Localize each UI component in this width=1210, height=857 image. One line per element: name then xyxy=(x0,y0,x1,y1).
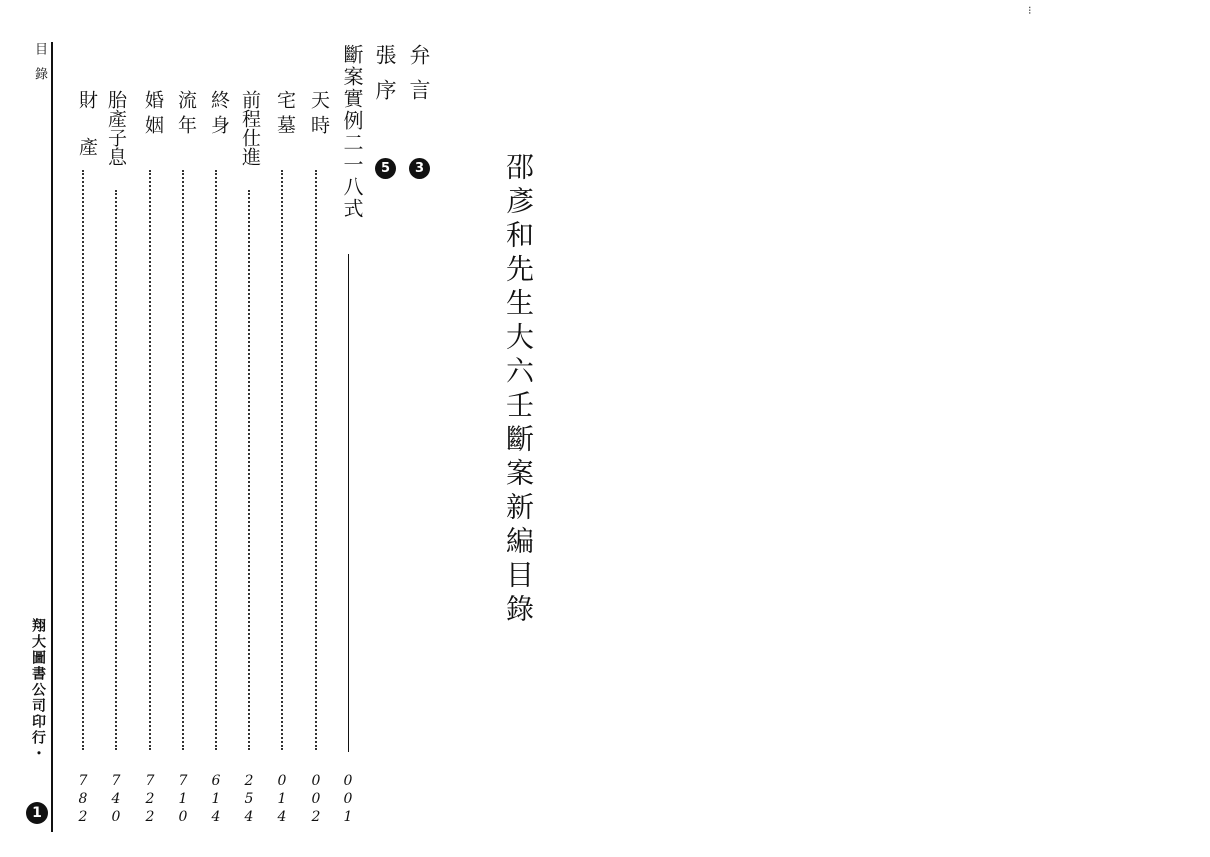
toc-entry-page: 2 5 4 xyxy=(244,773,254,825)
margin-rule xyxy=(51,42,53,832)
toc-entry-title: 天時 xyxy=(308,90,330,140)
toc-entry-page: 7 8 2 xyxy=(78,773,88,825)
section-heading-rule xyxy=(348,254,349,752)
toc-entry-page: 0 1 4 xyxy=(277,773,287,825)
preface-1-page: 3 xyxy=(409,158,430,179)
preface-1-label: 弁言 xyxy=(407,44,431,114)
toc-leader-dots xyxy=(115,190,117,750)
toc-leader-dots xyxy=(215,170,217,750)
toc-leader-dots xyxy=(248,190,250,750)
scan-mark: ⁝ xyxy=(1028,4,1032,17)
toc-preface-2 xyxy=(370,44,400,179)
page-number-badge: 1 xyxy=(26,802,48,824)
toc-preface-1 xyxy=(404,44,434,179)
toc-leader-dots xyxy=(281,170,283,750)
section-heading: 斷案實例二一八式 xyxy=(340,44,364,220)
toc-entry-page: 6 1 4 xyxy=(211,773,221,825)
toc-entry-title: 婚姻 xyxy=(142,90,164,140)
toc-entry-page: 0 0 2 xyxy=(311,773,321,825)
document-title: 邵彥和先生大六壬斷案新編目錄 xyxy=(502,152,535,628)
toc-leader-dots xyxy=(149,170,151,750)
toc-entry-title: 流年 xyxy=(175,90,197,140)
toc-leader-dots xyxy=(315,170,317,750)
toc-entry-page: 7 1 0 xyxy=(178,773,188,825)
toc-entry-page: 7 2 2 xyxy=(145,773,155,825)
toc-entry-page: 7 4 0 xyxy=(111,773,121,825)
publisher-imprint: 翔大圖書公司印行・ xyxy=(30,618,46,762)
preface-2-label: 張序 xyxy=(373,44,397,114)
section-page-number: 0 0 1 xyxy=(343,773,353,825)
toc-entry-title: 終身 xyxy=(208,90,230,140)
toc-entry-title: 前程仕進 xyxy=(239,90,261,166)
toc-entry-title: 胎產子息 xyxy=(105,90,127,166)
toc-leader-dots xyxy=(182,170,184,750)
toc-entry-title: 宅墓 xyxy=(274,90,296,140)
toc-leader-dots xyxy=(82,170,84,750)
page-header-label: 目錄 xyxy=(32,42,47,92)
toc-entry-title: 財產 xyxy=(76,90,98,184)
preface-2-page: 5 xyxy=(375,158,396,179)
